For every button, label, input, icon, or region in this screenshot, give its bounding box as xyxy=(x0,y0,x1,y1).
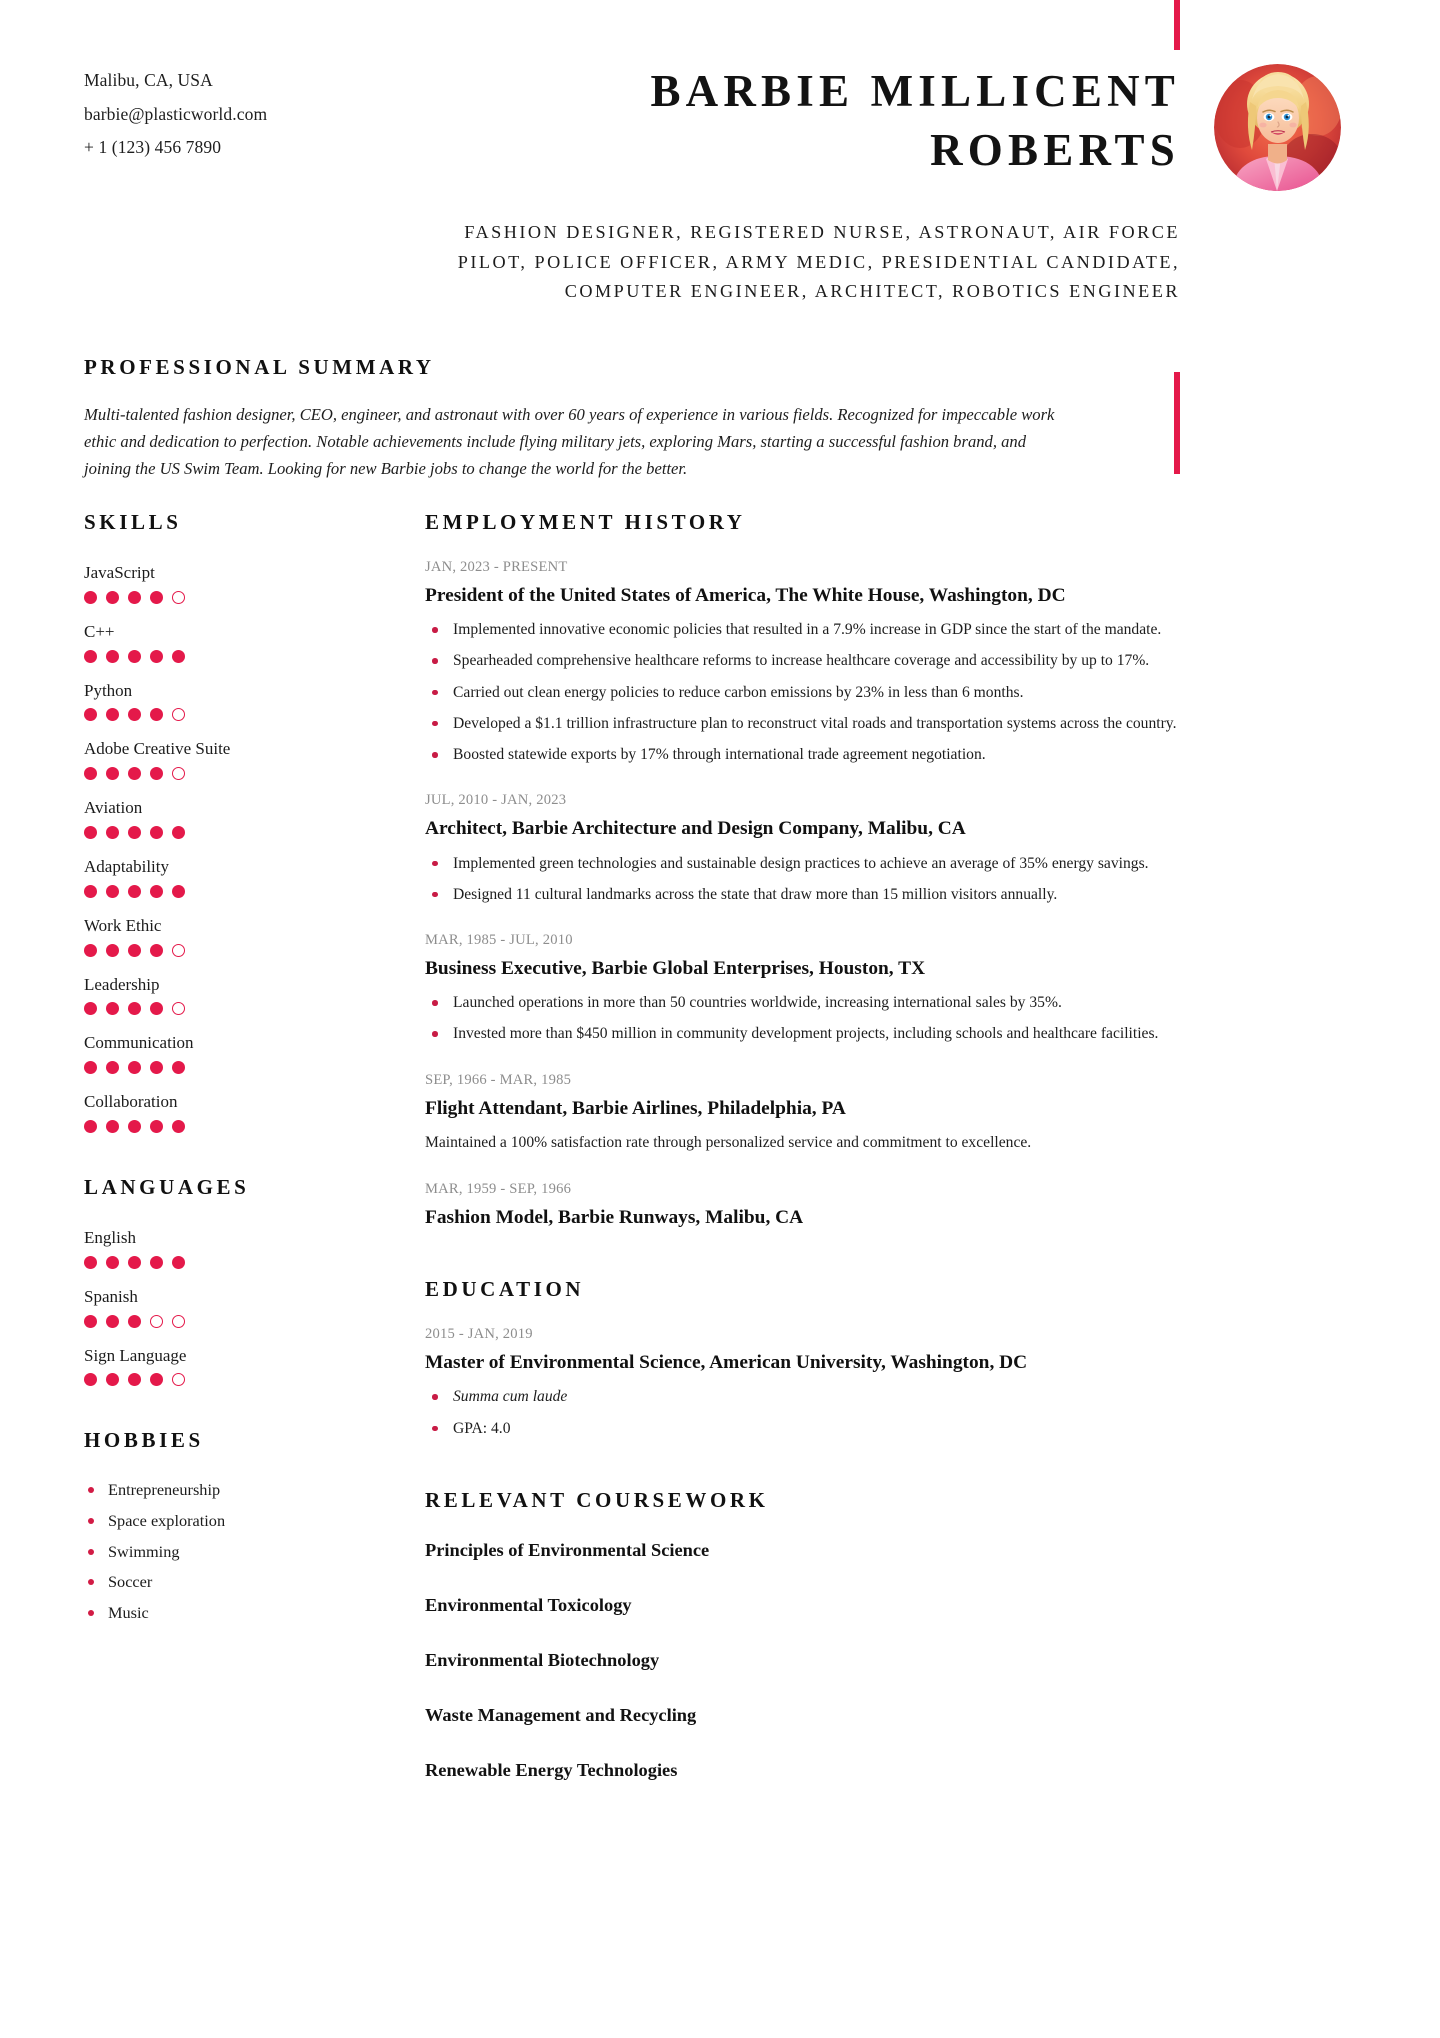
bullet-item: Spearheaded comprehensive healthcare reforms to increase healthcare coverage and accessibility by up to 17%. xyxy=(425,649,1300,672)
rating-dot-filled xyxy=(106,885,119,898)
bullet-item: Invested more than $450 million in community development projects, including schools and healthcare facilities. xyxy=(425,1022,1300,1045)
rating-dot-filled xyxy=(84,826,97,839)
rating-dot-filled xyxy=(172,1120,185,1133)
rating-dot-empty xyxy=(172,1002,185,1015)
rating-dot-filled xyxy=(172,650,185,663)
entry-date: JAN, 2023 - PRESENT xyxy=(425,559,568,575)
rating-dot-filled xyxy=(150,826,163,839)
rating-dot-filled xyxy=(84,1002,97,1015)
employment-entry xyxy=(425,1072,1300,1155)
rating-dot-filled xyxy=(128,1256,141,1269)
entry-date: 2015 - JAN, 2019 xyxy=(425,1326,533,1343)
rating-dot-filled xyxy=(150,708,163,721)
skill-name: Collaboration xyxy=(84,1092,178,1112)
employment-entry xyxy=(425,792,1300,906)
language-name: English xyxy=(84,1227,136,1247)
entry-date: SEP, 1966 - MAR, 1985 xyxy=(425,1071,572,1088)
coursework-item: Waste Management and Recycling xyxy=(425,1704,697,1725)
rating-dot-filled xyxy=(128,1061,141,1074)
main-column xyxy=(425,510,1300,1813)
rating-dot-empty xyxy=(172,708,185,721)
skill-row xyxy=(84,679,339,722)
resume-header xyxy=(0,0,1440,302)
rating-dot-filled xyxy=(128,1315,141,1328)
entry-description: Maintained a 100% satisfaction rate through personalized service and commitment to excellence. xyxy=(425,1133,1032,1151)
rating-dot-empty xyxy=(172,1315,185,1328)
rating-dot-empty xyxy=(172,767,185,780)
rating-dot-empty xyxy=(150,1315,163,1328)
entry-date: JUL, 2010 - JAN, 2023 xyxy=(425,792,567,809)
rating-dot-filled xyxy=(106,1315,119,1328)
rating-dot-filled xyxy=(84,1373,97,1386)
skill-row xyxy=(84,1090,339,1133)
rating-dot-filled xyxy=(84,708,97,721)
hobby-item: Music xyxy=(84,1598,339,1629)
rating-dot-filled xyxy=(106,708,119,721)
skills-list xyxy=(84,561,339,1133)
hobby-item: Soccer xyxy=(84,1567,339,1598)
entry-title: Architect, Barbie Architecture and Design Company, Malibu, CA xyxy=(425,818,966,840)
entry-title: Business Executive, Barbie Global Enterprises, Houston, TX xyxy=(425,958,926,980)
hobby-item: Swimming xyxy=(84,1537,339,1568)
languages-section xyxy=(84,1175,339,1386)
education-entries xyxy=(425,1326,1300,1440)
bullet-item: Implemented innovative economic policies that resulted in a 7.9% increase in GDP since the start of the mandate. xyxy=(425,618,1300,641)
candidate-name xyxy=(420,62,1180,181)
coursework-item: Renewable Energy Technologies xyxy=(425,1759,678,1780)
hobby-item: Space exploration xyxy=(84,1506,339,1537)
employment-heading: EMPLOYMENT HISTORY xyxy=(425,510,746,534)
skill-rating xyxy=(84,826,339,839)
skill-row xyxy=(84,796,339,839)
avatar xyxy=(1214,64,1341,191)
rating-dot-filled xyxy=(128,944,141,957)
skill-rating xyxy=(84,1120,339,1133)
entry-date: MAR, 1959 - SEP, 1966 xyxy=(425,1181,572,1198)
rating-dot-filled xyxy=(84,885,97,898)
entry-title: Fashion Model, Barbie Runways, Malibu, CA xyxy=(425,1207,804,1229)
rating-dot-filled xyxy=(150,650,163,663)
contact-email[interactable]: barbie@plasticworld.com xyxy=(84,103,268,124)
hobby-item: Entrepreneurship xyxy=(84,1475,339,1506)
rating-dot-filled xyxy=(128,1120,141,1133)
skill-name: JavaScript xyxy=(84,563,155,582)
accent-bar-summary xyxy=(1174,372,1180,474)
languages-heading: LANGUAGES xyxy=(84,1174,250,1199)
rating-dot-filled xyxy=(106,1373,119,1386)
skill-row xyxy=(84,855,339,898)
rating-dot-filled xyxy=(150,1373,163,1386)
rating-dot-filled xyxy=(106,1120,119,1133)
job-titles: FASHION DESIGNER, REGISTERED NURSE, ASTRONAUT, AIR FORCE PILOT, POLICE OFFICER, ARMY MEDIC, PRESIDENTIAL CANDIDATE, COMPUTER ENGINEER, ARCHITECT, ROBOTICS ENGINEER xyxy=(457,222,1180,302)
rating-dot-filled xyxy=(84,1061,97,1074)
skill-name: Adaptability xyxy=(84,856,169,876)
skill-name: Adobe Creative Suite xyxy=(84,739,231,759)
skill-rating xyxy=(84,591,339,604)
avatar-image xyxy=(1214,64,1341,191)
coursework-section xyxy=(425,1488,1300,1783)
sidebar-column xyxy=(84,510,339,1628)
rating-dot-filled xyxy=(106,767,119,780)
rating-dot-filled xyxy=(84,591,97,604)
rating-dot-empty xyxy=(172,1373,185,1386)
hobbies-section xyxy=(84,1428,339,1628)
skill-rating xyxy=(84,885,339,898)
education-section xyxy=(425,1277,1300,1440)
language-rating xyxy=(84,1373,339,1386)
rating-dot-filled xyxy=(128,708,141,721)
rating-dot-filled xyxy=(128,885,141,898)
entry-title: Master of Environmental Science, American University, Washington, DC xyxy=(425,1352,1028,1374)
coursework-list xyxy=(425,1539,1300,1783)
professional-summary-section xyxy=(84,355,1144,483)
rating-dot-empty xyxy=(172,591,185,604)
coursework-heading: RELEVANT COURSEWORK xyxy=(425,1487,769,1512)
language-name: Sign Language xyxy=(84,1345,187,1365)
rating-dot-empty xyxy=(172,944,185,957)
contact-phone[interactable]: + 1 (123) 456 7890 xyxy=(84,137,222,158)
bullet-item: Carried out clean energy policies to reduce carbon emissions by 23% in less than 6 months. xyxy=(425,681,1300,704)
languages-list xyxy=(84,1226,339,1386)
rating-dot-filled xyxy=(106,944,119,957)
bullet-item: Developed a $1.1 trillion infrastructure plan to reconstruct vital roads and transportation systems across the country. xyxy=(425,712,1300,735)
rating-dot-filled xyxy=(150,885,163,898)
employment-entry xyxy=(425,559,1300,766)
entry-date: MAR, 1985 - JUL, 2010 xyxy=(425,932,573,949)
skill-name: Aviation xyxy=(84,798,143,818)
bullet-item: Boosted statewide exports by 17% through international trade agreement negotiation. xyxy=(425,743,1300,766)
rating-dot-filled xyxy=(106,826,119,839)
rating-dot-filled xyxy=(172,1061,185,1074)
entry-bullets xyxy=(425,618,1300,766)
bullet-item: Launched operations in more than 50 countries worldwide, increasing international sales by 35%. xyxy=(425,991,1300,1014)
skill-rating xyxy=(84,1061,339,1074)
employment-entry xyxy=(425,932,1300,1046)
name-line-1: BARBIE MILLICENT xyxy=(650,66,1180,116)
name-line-2: ROBERTS xyxy=(930,125,1180,176)
skill-rating xyxy=(84,708,339,721)
rating-dot-filled xyxy=(150,1002,163,1015)
skills-section xyxy=(84,510,339,1133)
skill-rating xyxy=(84,944,339,957)
rating-dot-filled xyxy=(106,591,119,604)
coursework-item: Environmental Biotechnology xyxy=(425,1649,660,1670)
skill-row xyxy=(84,620,339,663)
rating-dot-filled xyxy=(84,1120,97,1133)
entry-bullets xyxy=(425,852,1300,906)
employment-entries xyxy=(425,559,1300,1231)
hobbies-heading: HOBBIES xyxy=(84,1428,204,1453)
skill-row xyxy=(84,561,339,604)
entry-bullets xyxy=(425,1385,1300,1439)
skill-row xyxy=(84,737,339,780)
rating-dot-filled xyxy=(172,1256,185,1269)
rating-dot-filled xyxy=(106,1002,119,1015)
summary-heading: PROFESSIONAL SUMMARY xyxy=(84,355,435,379)
rating-dot-filled xyxy=(84,944,97,957)
skill-rating xyxy=(84,1002,339,1015)
rating-dot-filled xyxy=(150,1120,163,1133)
bullet-item: Designed 11 cultural landmarks across the state that draw more than 15 million visitors annually. xyxy=(425,883,1300,906)
rating-dot-filled xyxy=(84,650,97,663)
rating-dot-filled xyxy=(106,1061,119,1074)
skill-row xyxy=(84,1031,339,1074)
rating-dot-filled xyxy=(150,1256,163,1269)
hobbies-list xyxy=(84,1475,339,1628)
rating-dot-filled xyxy=(172,885,185,898)
language-rating xyxy=(84,1315,339,1328)
rating-dot-filled xyxy=(128,591,141,604)
rating-dot-filled xyxy=(128,767,141,780)
language-row xyxy=(84,1226,339,1269)
entry-title: President of the United States of America, The White House, Washington, DC xyxy=(425,585,1066,606)
rating-dot-filled xyxy=(84,1256,97,1269)
rating-dot-filled xyxy=(150,767,163,780)
summary-text: Multi-talented fashion designer, CEO, engineer, and astronaut with over 60 years of experience in various fields. Recognized for impeccable work ethic and dedication to perfection. Notable achievements include flying military jets, exploring Mars, starting a successful fashion brand, and joining the US Swim Team. Looking for new Barbie jobs to change the world for the better. xyxy=(84,405,1055,478)
coursework-item: Principles of Environmental Science xyxy=(425,1539,710,1560)
skill-rating xyxy=(84,650,339,663)
language-name: Spanish xyxy=(84,1286,138,1306)
skill-name: Python xyxy=(84,680,133,700)
skill-row xyxy=(84,973,339,1016)
entry-title: Flight Attendant, Barbie Airlines, Philadelphia, PA xyxy=(425,1097,846,1119)
rating-dot-filled xyxy=(128,826,141,839)
skills-heading: SKILLS xyxy=(84,510,182,534)
skill-name: C++ xyxy=(84,621,115,641)
skill-name: Work Ethic xyxy=(84,915,162,935)
language-row xyxy=(84,1344,339,1387)
rating-dot-filled xyxy=(128,650,141,663)
language-rating xyxy=(84,1256,339,1269)
employment-entry xyxy=(425,1181,1300,1231)
rating-dot-filled xyxy=(128,1002,141,1015)
bullet-item: Summa cum laude xyxy=(425,1385,1300,1408)
rating-dot-filled xyxy=(150,1061,163,1074)
rating-dot-filled xyxy=(106,650,119,663)
bullet-item: Implemented green technologies and sustainable design practices to achieve an average of 35% energy savings. xyxy=(425,852,1300,875)
language-row xyxy=(84,1285,339,1328)
skill-rating xyxy=(84,767,339,780)
skill-name: Leadership xyxy=(84,974,160,994)
education-heading: EDUCATION xyxy=(425,1277,585,1302)
skill-name: Communication xyxy=(84,1033,194,1053)
employment-section xyxy=(425,510,1300,1231)
rating-dot-filled xyxy=(172,826,185,839)
coursework-item: Environmental Toxicology xyxy=(425,1594,632,1615)
rating-dot-filled xyxy=(150,944,163,957)
contact-block xyxy=(84,64,424,165)
rating-dot-filled xyxy=(150,591,163,604)
rating-dot-filled xyxy=(84,767,97,780)
skill-row xyxy=(84,914,339,957)
education-entry xyxy=(425,1326,1300,1440)
rating-dot-filled xyxy=(106,1256,119,1269)
contact-location: Malibu, CA, USA xyxy=(84,70,213,90)
bullet-item: GPA: 4.0 xyxy=(425,1417,1300,1440)
rating-dot-filled xyxy=(84,1315,97,1328)
rating-dot-filled xyxy=(128,1373,141,1386)
entry-bullets xyxy=(425,991,1300,1045)
